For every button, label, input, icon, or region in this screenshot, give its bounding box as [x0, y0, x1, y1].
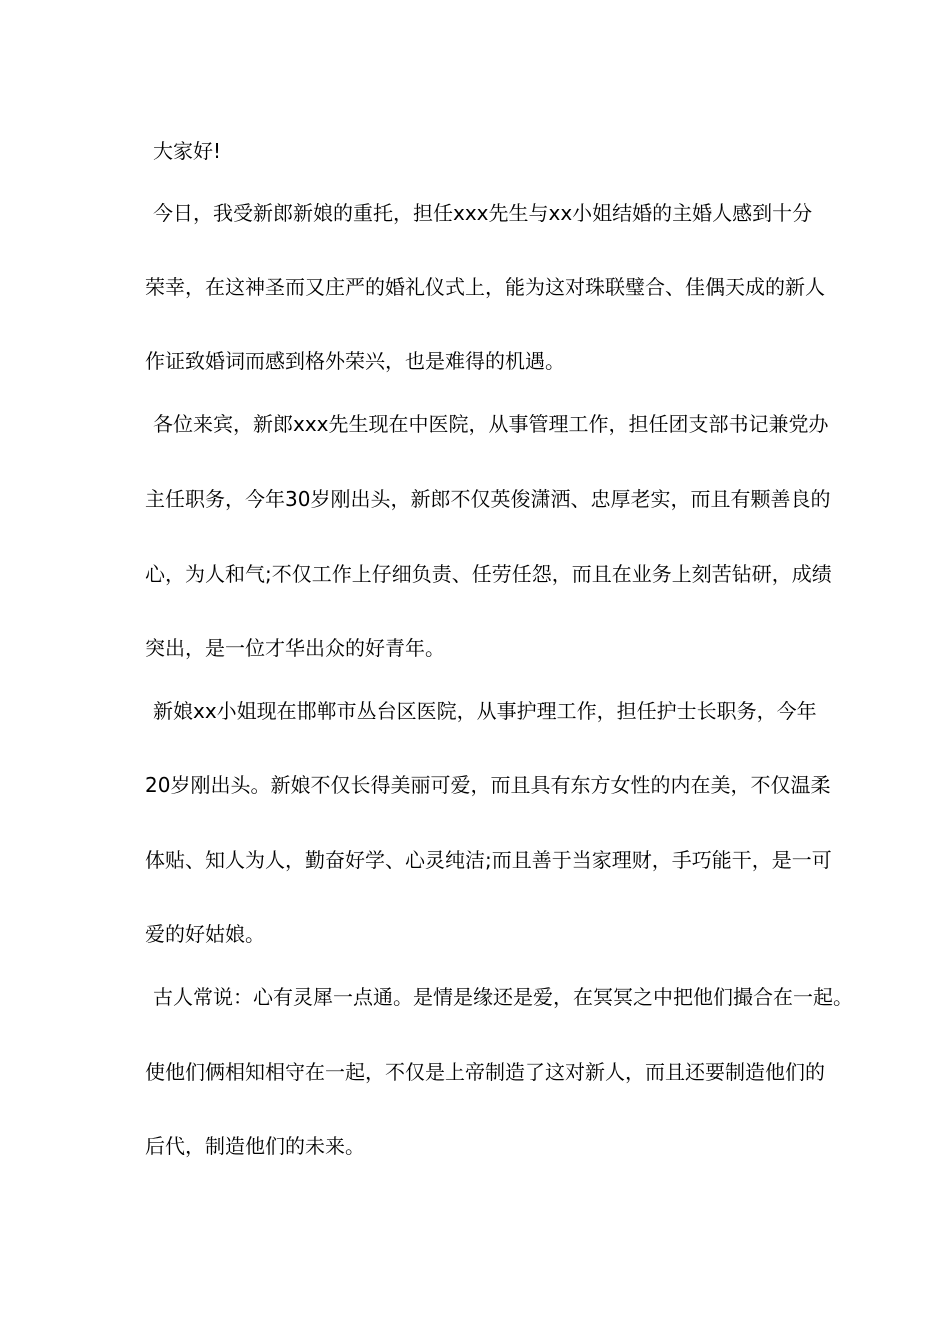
- paragraph-2-line-4: 突出，是一位才华出众的好青年。: [145, 636, 445, 660]
- paragraph-4-line-1: 古人常说：心有灵犀一点通。是情是缘还是爱，在冥冥之中把他们撮合在一起。: [153, 985, 853, 1009]
- paragraph-1-line-2: 荣幸，在这神圣而又庄严的婚礼仪式上，能为这对珠联璧合、佳偶天成的新人: [145, 275, 825, 299]
- paragraph-1-line-1: 今日，我受新郎新娘的重托，担任xxx先生与xx小姐结婚的主婚人感到十分: [153, 201, 813, 225]
- paragraph-4-line-3: 后代，制造他们的未来。: [145, 1134, 365, 1158]
- paragraph-3-line-3: 体贴、知人为人，勤奋好学、心灵纯洁;而且善于当家理财，手巧能干，是一可: [145, 848, 832, 872]
- paragraph-1-line-3: 作证致婚词而感到格外荣兴，也是难得的机遇。: [145, 349, 565, 373]
- paragraph-4-line-2: 使他们俩相知相守在一起，不仅是上帝制造了这对新人，而且还要制造他们的: [145, 1060, 825, 1084]
- paragraph-2-line-3: 心，为人和气;不仅工作上仔细负责、任劳任怨，而且在业务上刻苦钻研，成绩: [145, 562, 832, 586]
- paragraph-3-line-1: 新娘xx小姐现在邯郸市丛台区医院，从事护理工作，担任护士长职务，今年: [153, 699, 817, 723]
- greeting-line: 大家好!: [153, 139, 222, 163]
- paragraph-2-line-1: 各位来宾，新郎xxx先生现在中医院，从事管理工作，担任团支部书记兼党办: [153, 412, 829, 436]
- paragraph-3-line-2: 20岁刚出头。新娘不仅长得美丽可爱，而且具有东方女性的内在美，不仅温柔: [145, 773, 831, 797]
- paragraph-3-line-4: 爱的好姑娘。: [145, 922, 265, 946]
- paragraph-2-line-2: 主任职务，今年30岁刚出头，新郎不仅英俊潇洒、忠厚老实，而且有颗善良的: [145, 487, 831, 511]
